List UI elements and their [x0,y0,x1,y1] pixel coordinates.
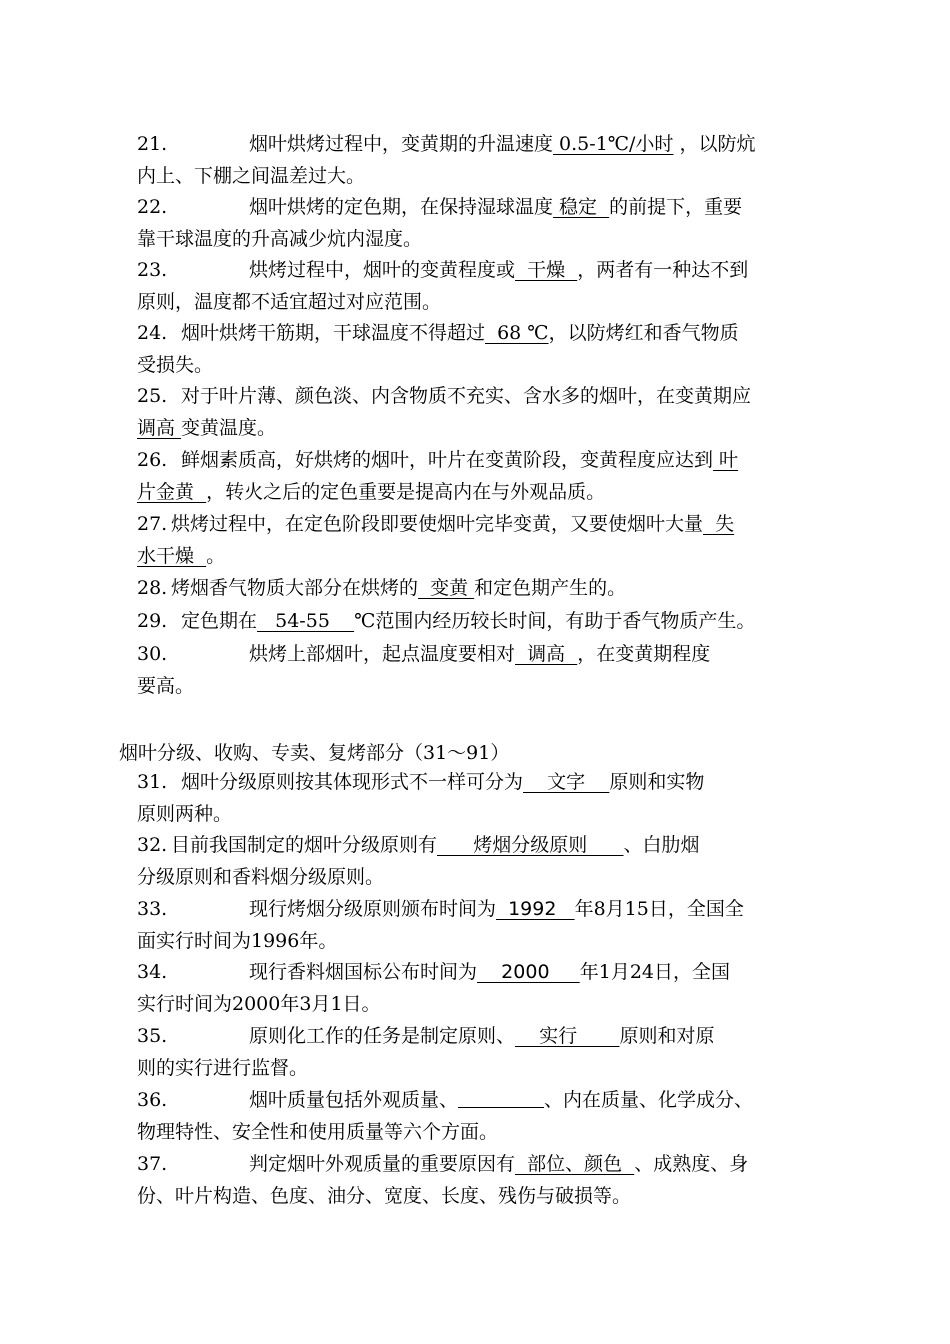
question-34 [137,956,861,1020]
question-number: 35. [137,1025,168,1047]
question-text: 烘烤过程中，烟叶的变黄程度或 [249,259,516,281]
question-number: 34. [137,961,168,983]
answer-blank: 干燥 [515,259,578,281]
question-text: 判定烟叶外观质量的重要原因有 [249,1153,516,1175]
question-22 [137,191,861,255]
question-32: 32. 目前我国制定的烟叶分级原则有 烤烟分级原则 、白肋烟 分级原则和香料烟分级原则。 [137,834,700,888]
question-text: 原则化工作的任务是制定原则、 [249,1025,516,1047]
answer-blank: 68 ℃ [485,322,549,344]
question-text: 份、叶片构造、色度、油分、宽度、长度、残伤与破损等。 [137,1185,632,1207]
answer-blank: 稳定 [553,196,610,218]
answer-blank: 片金黄 [137,481,207,503]
question-text: 分级原则和香料烟分级原则。 [137,866,385,888]
question-26 [137,444,861,508]
question-text: ，两者有一种达不到 [577,259,749,281]
question-text: 变黄温度。 [181,417,277,439]
question-text: 面实行时间为1996年。 [137,930,338,952]
answer-blank: 0.5-1℃/小时 [553,133,674,155]
question-30 [137,638,861,702]
question-text: ℃范围内经历较长时间，有助于香气物质产生。 [354,610,756,632]
question-text: 内上、下棚之间温差过大。 [137,165,366,187]
question-text: 。 [206,545,226,567]
question-text: 、白肋烟 [623,834,700,856]
answer-blank: 部位、颜色 [515,1153,635,1175]
question-24 [137,317,861,381]
question-text: 的前提下，重要 [609,196,743,218]
question-text: 烟叶烘烤过程中，变黄期的升温速度 [249,133,554,155]
question-36 [137,1084,861,1148]
answer-blank: 叶 [713,449,739,471]
answer-blank: 调高 [515,643,578,665]
question-28: 28. 烤烟香气物质大部分在烘烤的 变黄 和定色期产生的。 [137,577,627,599]
question-text: 、内在质量、化学成分、 [544,1089,754,1111]
answer-blank: 1992 [496,898,575,920]
question-text: ，以防烤红和香气物质 [548,322,739,344]
question-number: 29. [137,610,168,632]
question-text: 原则两种。 [137,803,233,825]
question-number: 31. [137,771,168,793]
question-number: 23. [137,259,168,281]
question-33 [137,893,861,957]
question-number: 37. [137,1153,168,1175]
question-text: 则的实行进行监督。 [137,1057,309,1079]
question-text: 对于叶片薄、颜色淡、内含物质不充实、含水多的烟叶，在变黄期应 [181,385,752,407]
question-text: 烘烤过程中，在定色阶段即要使烟叶完毕变黄，又要使烟叶大量 [171,513,704,535]
question-text: 烟叶烘烤干筋期，干球温度不得超过 [181,322,486,344]
question-number: 33. [137,898,168,920]
question-text: ，以防炕 [673,133,756,155]
answer-blank: 实行 [515,1025,620,1047]
answer-blank: 54-55 [257,610,355,632]
question-text: ，在变黄期程度 [577,643,711,665]
question-31 [137,766,861,830]
question-text: 烘烤上部烟叶，起点温度要相对 [249,643,516,665]
answer-blank: 水干燥 [137,545,207,567]
question-35 [137,1020,861,1084]
answer-blank: 变黄 [418,577,475,599]
question-29 [137,605,861,637]
question-text: 烟叶烘烤的定色期，在保持湿球温度 [249,196,554,218]
question-text: 原则和对原 [619,1025,715,1047]
question-text: 鲜烟素质高，好烘烤的烟叶，叶片在变黄阶段，变黄程度应达到 [181,449,714,471]
answer-blank: 失 [703,513,735,535]
question-text: 目前我国制定的烟叶分级原则有 [171,834,438,856]
question-21 [137,128,861,192]
question-text: 烟叶质量包括外观质量、 [249,1089,459,1111]
question-text: 定色期在 [181,610,258,632]
answer-blank: 文字 [523,771,610,793]
question-number: 22. [137,196,168,218]
answer-blank [458,1085,544,1108]
question-text: 原则，温度都不适宜超过对应范围。 [137,291,442,313]
question-text: 靠干球温度的升高减少炕内湿度。 [137,228,423,250]
question-text: 实行时间为2000年3月1日。 [137,993,381,1015]
answer-blank: 烤烟分级原则 [437,834,624,856]
question-number: 21. [137,133,168,155]
question-text: 原则和实物 [609,771,705,793]
question-text: 现行烤烟分级原则颁布时间为 [249,898,497,920]
question-number: 30. [137,643,168,665]
question-number: 24. [137,322,168,344]
question-text: 物理特性、安全性和使用质量等六个方面。 [137,1121,499,1143]
answer-blank: 调高 [137,417,182,439]
question-25 [137,380,861,444]
question-text: 受损失。 [137,354,214,376]
question-text: 烤烟香气物质大部分在烘烤的 [171,577,419,599]
question-text: 烟叶分级原则按其体现形式不一样可分为 [181,771,524,793]
question-text: 和定色期产生的。 [474,577,627,599]
question-number: 26. [137,449,168,471]
question-text: 年8月15日，全国全 [574,898,744,920]
question-text: ，转火之后的定色重要是提高内在与外观品质。 [206,481,606,503]
question-23 [137,254,861,318]
section-heading: 烟叶分级、收购、专卖、复烤部分（31～91） [119,742,510,764]
question-27: 27. 烘烤过程中，在定色阶段即要使烟叶完毕变黄，又要使烟叶大量 失 水干燥 。 [137,513,735,567]
question-text: 、成熟度、身 [634,1153,749,1175]
question-text: 现行香料烟国标公布时间为 [249,961,478,983]
question-text: 要高。 [137,675,195,697]
question-number: 25. [137,385,168,407]
question-number: 36. [137,1089,168,1111]
answer-blank: 2000 [477,961,580,983]
question-text: 年1月24日，全国 [579,961,730,983]
question-37 [137,1148,861,1212]
